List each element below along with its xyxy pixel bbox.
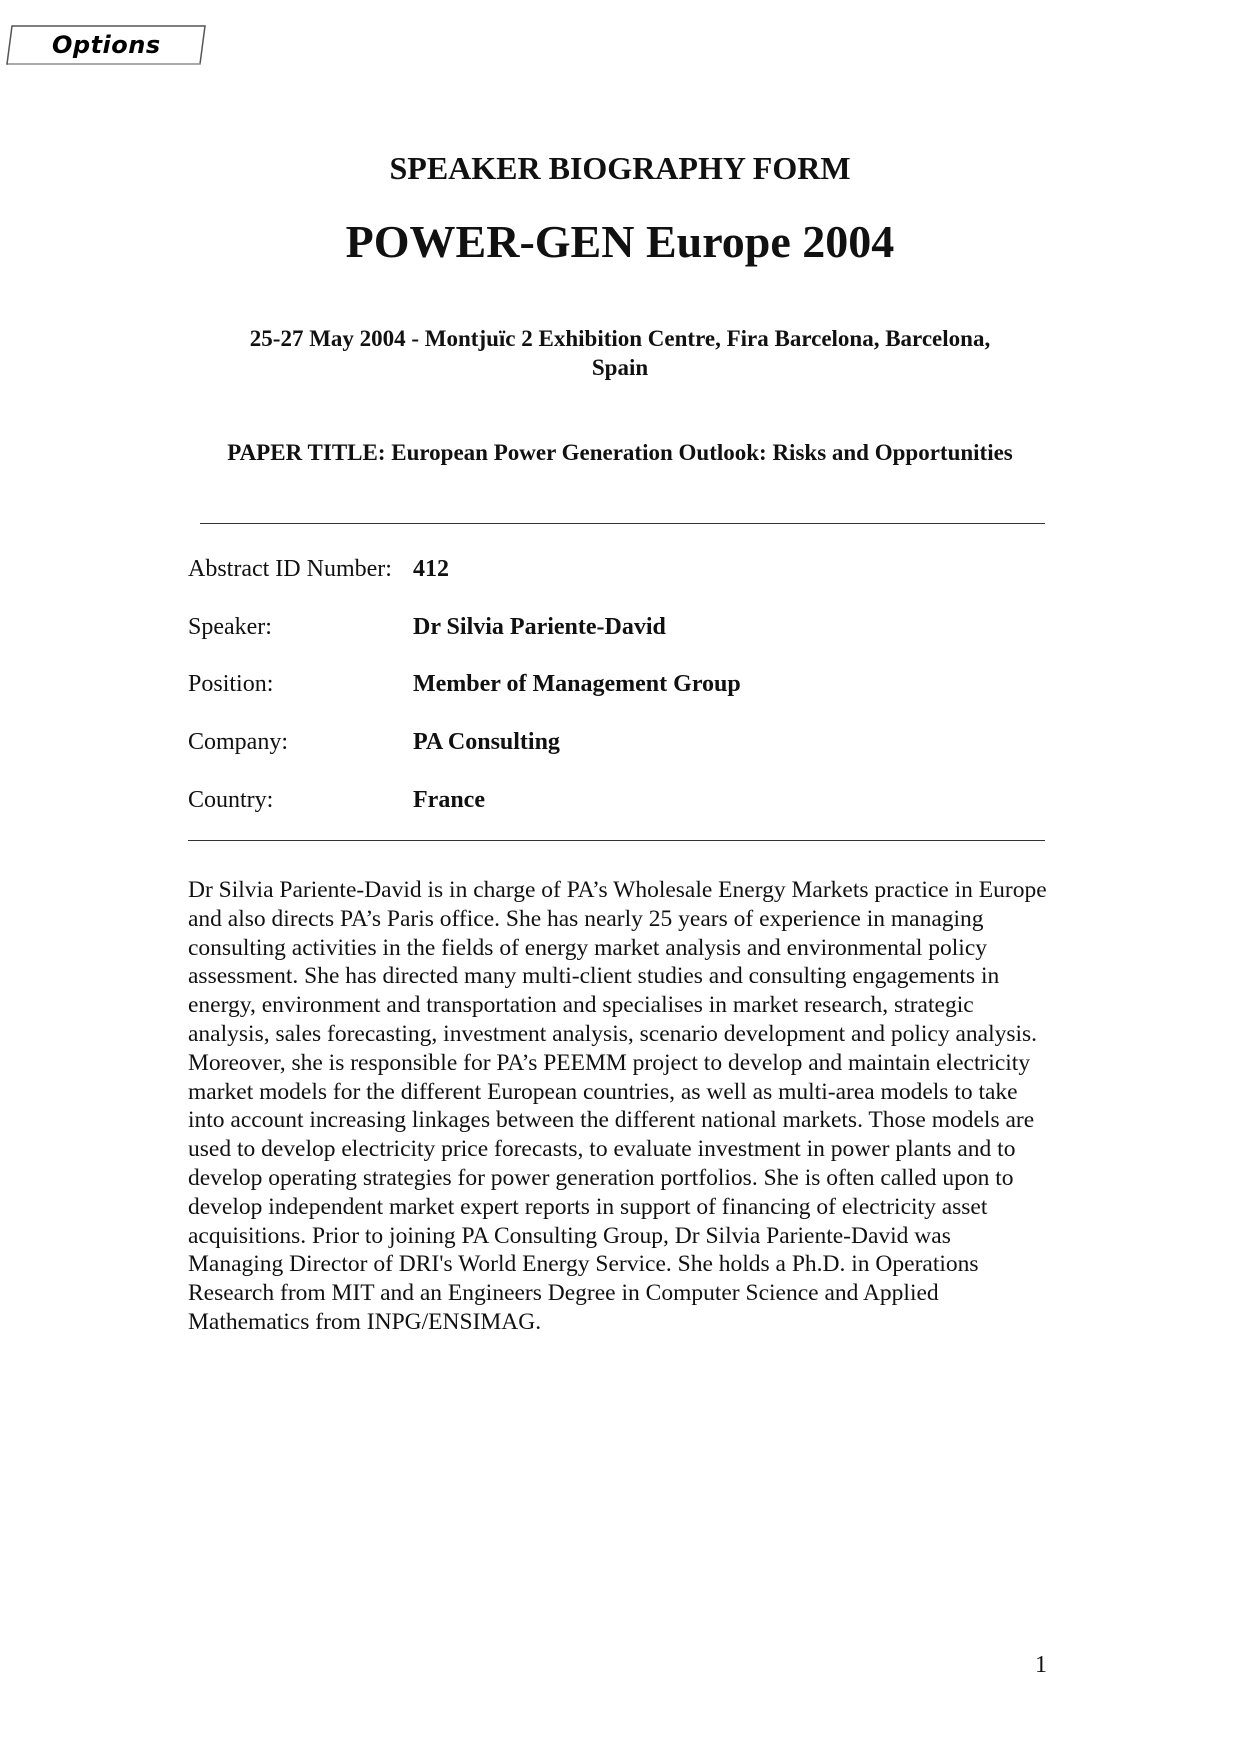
field-value: PA Consulting: [413, 729, 560, 755]
venue-line-2: Spain: [591, 355, 649, 380]
form-title: SPEAKER BIOGRAPHY FORM: [389, 150, 851, 186]
speaker-biography: Dr Silvia Pariente-David is in charge of PA’s Wholesale Energy Markets practice in Europe and also directs PA’s Paris office. She has nearly 25 years of experience in managing consulting activities in the fields of energy market analysis and environmental policy assessment. She has directed many multi-client studies and consulting engagements in energy, environment and transportation and specialises in market research, strategic analysis, sales forecasting, investment analysis, scenario development and policy analysis. Moreover, she is responsible for PA’s PEEMM project to develop and maintain electricity market models for the different European countries, as well as multi-area models to take into account increasing linkages between the different national markets. Those models are used to develop electricity price forecasts, to evaluate investment in power plants and to develop operating strategies for power generation portfolios. She is often called upon to develop independent market expert reports in support of financing of electricity asset acquisitions. Prior to joining PA Consulting Group, Dr Silvia Pariente-David was Managing Director of DRI's World Energy Service. She holds a Ph.D. in Operations Research from MIT and an Engineers Degree in Computer Science and Applied Mathematics from INPG/ENSIMAG.: [188, 877, 1047, 1335]
field-label: Company:: [188, 729, 288, 755]
venue-line-1: 25-27 May 2004 - Montjuïc 2 Exhibition Centre, Fira Barcelona, Barcelona,: [249, 326, 991, 351]
field-value: 412: [413, 556, 449, 582]
field-label: Speaker:: [188, 614, 272, 640]
field-value: Member of Management Group: [413, 671, 741, 697]
paper-title: PAPER TITLE: European Power Generation Outlook: Risks and Opportunities: [227, 440, 1013, 465]
field-label: Country:: [188, 787, 274, 813]
divider: [200, 523, 1045, 524]
field-value: Dr Silvia Pariente-David: [413, 614, 666, 640]
field-label: Position:: [188, 671, 274, 697]
field-value: France: [413, 787, 485, 813]
field-label: Abstract ID Number:: [188, 556, 392, 582]
options-label: Options: [52, 31, 161, 59]
page-number: 1: [1035, 1652, 1047, 1678]
divider: [188, 840, 1045, 841]
venue: [0, 324, 1240, 382]
conference-title: POWER-GEN Europe 2004: [345, 216, 895, 267]
options-button[interactable]: [6, 25, 206, 65]
